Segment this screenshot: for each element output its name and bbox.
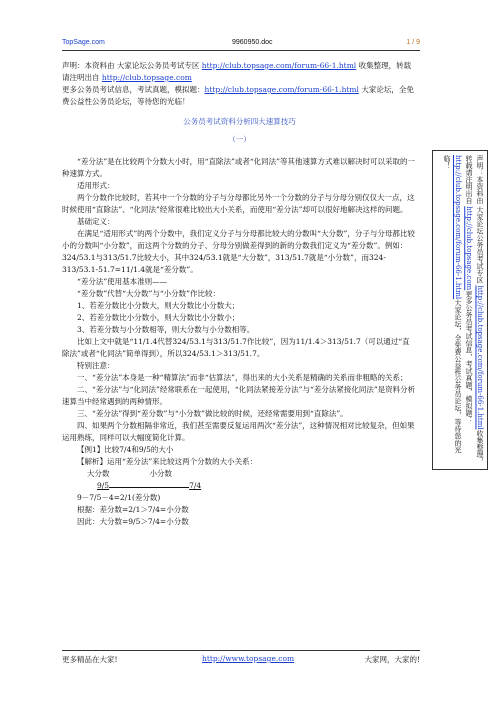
- decl-text-1: 声明：本资料由 大家论坛公务员考试专区: [62, 61, 202, 70]
- paragraph: 基础定义：: [77, 217, 115, 226]
- paragraph: 适用形式：: [77, 181, 115, 190]
- paragraph: “差分法”是在比较两个分数大小时，用“直除法”或者“化同法”等其他速算方式难以解决时可以采取的一种速算方式。: [62, 157, 416, 178]
- paragraph: 1、若差分数比小分数大，则大分数比小分数大；: [77, 301, 240, 310]
- side-text: 收集整理，转载请注明出自: [465, 155, 484, 465]
- forum-link-2[interactable]: http://club.topsage.com/forum-66-1.html: [204, 85, 359, 94]
- paragraph: 【解析】运用“差分法”来比较这两个分数的大小关系：: [77, 457, 258, 466]
- side-club-link[interactable]: http://club.topsage.com: [465, 206, 473, 291]
- decl-text-3: 更多公务员考试信息，考试真题，模拟题：: [62, 85, 205, 94]
- paragraph: 【例1】比较7/4和9/5的大小: [77, 445, 174, 454]
- document-body: [62, 60, 417, 528]
- side-forum-link[interactable]: http://club.topsage.com/forum-66-1.html: [476, 285, 484, 430]
- paragraph: 一、“差分法”本身是一种“精算法”而非“估算法”，得出来的大小关系是精确的关系而非粗略的关系；: [77, 373, 408, 382]
- site-name[interactable]: TopSage.com: [62, 39, 105, 46]
- page-header: [62, 38, 420, 51]
- paragraph: 3、若差分数与小分数相等，则大分数与小分数相等。: [77, 325, 255, 334]
- decl-text-4: 大家论坛，全免费公益性公务员论坛，等待您的光临！: [62, 85, 414, 106]
- paragraph: 三、“差分法”得到“差分数”与“小分数”做比较的时候，还经常需要用到“直除法”。: [77, 409, 348, 418]
- doc-title: 公务员考试资料分析四大速算技巧: [183, 117, 296, 126]
- paragraph: “差分法”使用基本准则——: [77, 277, 168, 286]
- paragraph: “差分数”代替“大分数”与“小分数”作比较：: [77, 289, 221, 298]
- doc-subtitle: （一）: [228, 135, 251, 144]
- paragraph: 特别注意：: [77, 361, 115, 370]
- side-text: 大家论坛，全免费公益性公务员论坛，等待您的光临！: [443, 155, 462, 454]
- small-fraction-label: 小分数: [149, 469, 172, 478]
- calc-line: 根据：差分数=2/1＞7/4=小分数: [77, 505, 189, 514]
- footer-right: 大家网，大家的!: [364, 655, 420, 664]
- declaration-more: [62, 84, 417, 108]
- fraction-table-values: [62, 480, 417, 492]
- fraction-table-header: [62, 468, 417, 480]
- footer-left: 更多精品在大家!: [62, 655, 118, 664]
- calc-line: 9－7/5－4=2/1(差分数): [77, 493, 161, 502]
- calc-line: 因此：大分数=9/5＞7/4=小分数: [77, 517, 189, 526]
- club-link[interactable]: http://club.topsage.com: [101, 73, 192, 82]
- decl-text-2: 收集整理，转载请注明出自: [62, 61, 412, 82]
- side-text: 更多公务员考试信息，考试真题，模拟题：: [465, 290, 473, 424]
- paragraph: 二、“差分法”与“化同法”经常联系在一起使用，“化同法紧接差分法”与“差分法紧接化同法”是资料分析速算当中经常遇到的两种情形。: [62, 385, 416, 406]
- paragraph: 四、如果两个分数相隔非常近，我们甚至需要反复运用两次“差分法”，这种情况相对比较复杂，但如果运用熟练，同样可以大幅度简化计算。: [62, 421, 415, 442]
- big-fraction-label: 大分数: [87, 469, 110, 478]
- declaration: [62, 60, 417, 84]
- small-fraction-value: 7/4: [189, 481, 202, 490]
- footer-link[interactable]: http://www.topsage.com: [202, 654, 295, 663]
- paragraph: 比如上文中就是“11/1.4代替324/53.1与313/51.7作比较”，因为11/1.4＞313/51.7（可以通过“直除法”或者“化同法”简单得到），所以324/53.1＞313/51.7。: [62, 337, 410, 358]
- side-forum-link-2[interactable]: http://club.topsage.com/forum-66-1.html: [454, 155, 462, 300]
- page-number: 1 / 9: [406, 39, 420, 46]
- page-footer: [62, 650, 420, 666]
- paragraph: 在满足“适用形式”的两个分数中，我们定义分子与分母都比较大的分数叫“大分数”，分子与分母都比较小的分数叫“小分数”，而这两个分数的分子、分母分别做差得到的新的分数我们定义为“差分数”。例如：324/53.1与313/51.7比较大小，其中324/53.1就是“大分数”，313/51.7就是“小分数”，而324-313/53.1-51.7=11/1.4就是“差分数”。: [62, 229, 415, 274]
- side-declaration: [432, 150, 488, 470]
- paragraph: 2、若差分数比小分数小，则大分数比小分数小；: [77, 313, 240, 322]
- side-text: 声明：本资料由 大家论坛公务员考试专区: [476, 155, 484, 286]
- paragraph: 两个分数作比较时，若其中一个分数的分子与分母都比另外一个分数的分子与分母分别仅仅大一点，这时候使用“直除法”、“化同法”经常很难比较出大小关系，而使用“差分法”却可以很好地解决这样的问题。: [62, 193, 415, 214]
- forum-link[interactable]: http://club.topsage.com/forum-66-1.html: [201, 61, 357, 70]
- doc-filename: 9960950.doc: [232, 39, 273, 46]
- big-fraction-value: 9/5: [97, 481, 110, 490]
